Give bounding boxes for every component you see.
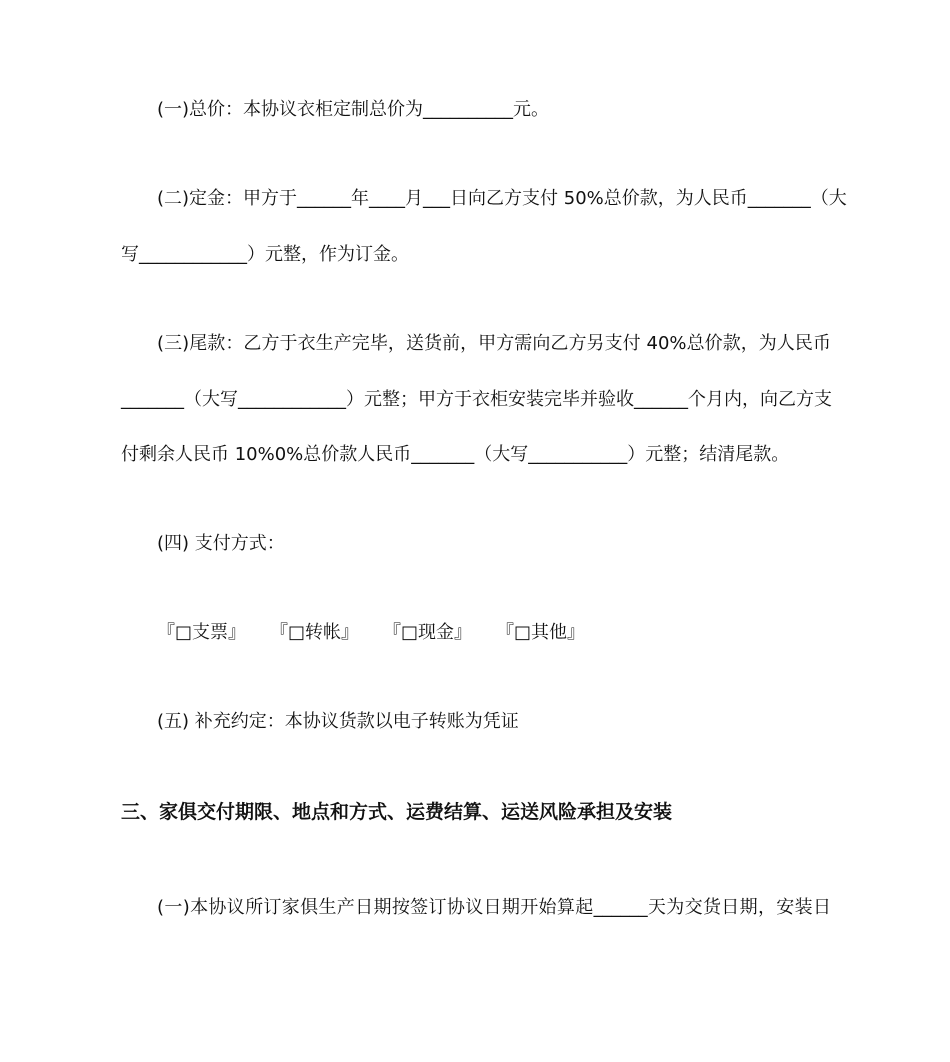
payment-options xyxy=(157,620,867,646)
payment-method-label: (四) 支付方式： xyxy=(157,533,285,554)
section-three-heading: 三、家俱交付期限、地点和方式、运费结算、运送风险承担及安装 xyxy=(121,801,673,823)
payment-option-other[interactable]: 『□其他』 xyxy=(496,622,586,643)
supplement-clause: (五) 补充约定：本协议货款以电子转账为凭证 xyxy=(157,711,519,732)
payment-option-check[interactable]: 『□支票』 xyxy=(157,622,247,643)
balance-clause-line-1: (三)尾款：乙方于衣生产完毕，送货前，甲方需向乙方另支付 40%总价款，为人民币 xyxy=(157,333,831,354)
payment-option-transfer[interactable]: 『□转帐』 xyxy=(270,622,360,643)
balance-clause-line-3: 付剩余人民币 10%0%总价款人民币_______（大写___________）元整；结清尾款。 xyxy=(121,444,790,465)
balance-clause-line-2: _______（大写____________）元整；甲方于衣柜安装完毕并验收______个月内，向乙方支 xyxy=(121,389,832,410)
total-price-clause: (一)总价：本协议衣柜定制总价为__________元。 xyxy=(157,99,550,120)
payment-option-cash[interactable]: 『□现金』 xyxy=(383,622,473,643)
deposit-clause-line-1: (二)定金：甲方于______年____月___日向乙方支付 50%总价款，为人民币_______（大 xyxy=(157,188,847,209)
delivery-clause-line-1: (一)本协议所订家俱生产日期按签订协议日期开始算起______天为交货日期，安装日 xyxy=(157,897,831,918)
deposit-clause-line-2: 写____________）元整，作为订金。 xyxy=(121,244,409,265)
